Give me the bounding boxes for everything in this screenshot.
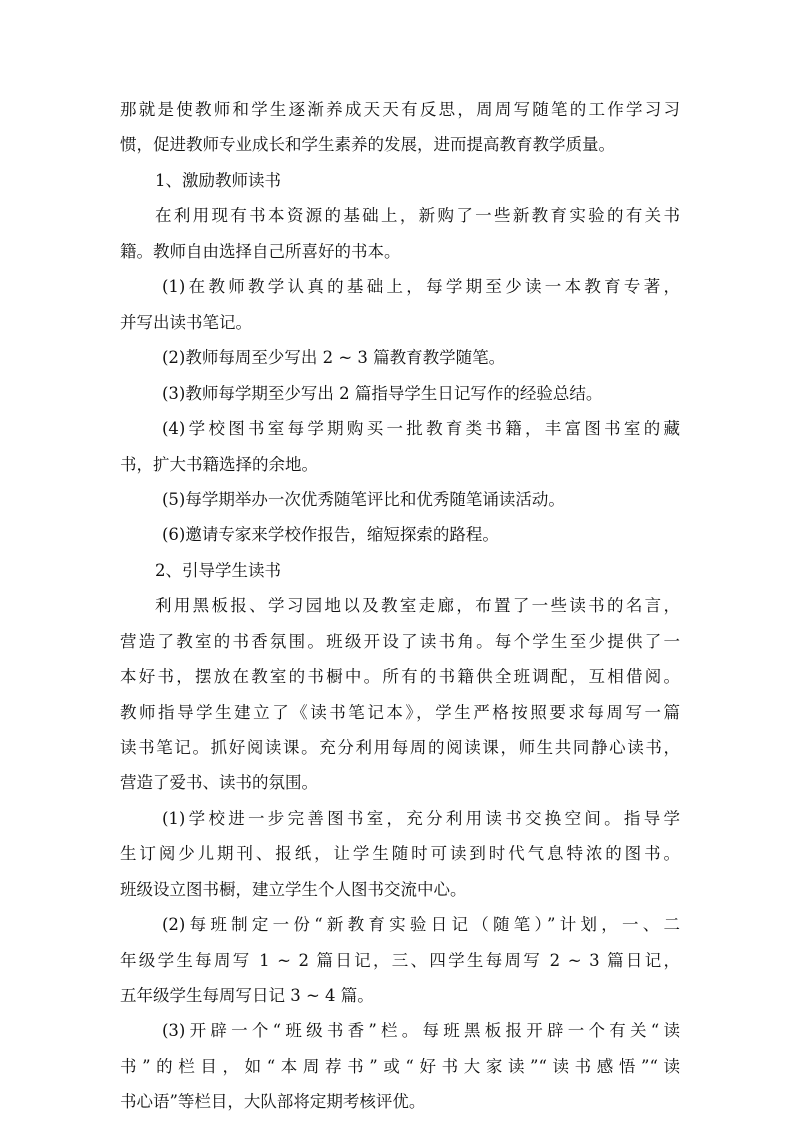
list-item: (3)开辟一个“班级书香”栏。每班黑板报开辟一个有关“读	[162, 1021, 680, 1040]
list-item: 五年级学生每周写日记 3 ~ 4 篇。	[120, 986, 374, 1005]
list-item: 年级学生每周写 1 ~ 2 篇日记，三、四学生每周写 2 ~ 3 篇日记，	[120, 951, 680, 970]
list-item: (4)学校图书室每学期购买一批教育类书籍，丰富图书室的藏	[162, 419, 680, 438]
list-item: (1)学校进一步完善图书室，充分利用读书交换空间。指导学	[162, 809, 680, 828]
list-item: (6)邀请专家来学校作报告，缩短探索的路程。	[162, 525, 499, 544]
section-heading: 1、激励教师读书	[155, 171, 281, 190]
paragraph-line: 在利用现有书本资源的基础上，新购了一些新教育实验的有关书	[155, 206, 680, 225]
list-item: 生订阅少儿期刊、报纸，让学生随时可读到时代气息特浓的图书。	[120, 844, 680, 863]
paragraph-line: 营造了爱书、读书的氛围。	[120, 773, 318, 792]
paragraph-line: 读书笔记。抓好阅读课。充分利用每周的阅读课，师生共同静心读书，	[120, 738, 680, 757]
section-heading: 2、引导学生读书	[155, 561, 281, 580]
list-item: (5)每学期举办一次优秀随笔评比和优秀随笔诵读活动。	[162, 490, 565, 509]
paragraph-line: 那就是使教师和学生逐渐养成天天有反思，周周写随笔的工作学习习	[120, 100, 680, 119]
paragraph-line: 本好书，摆放在教室的书橱中。所有的书籍供全班调配，互相借阅。	[120, 667, 680, 686]
paragraph-line: 教师指导学生建立了《读书笔记本》，学生严格按照要求每周写一篇	[120, 703, 680, 722]
paragraph-line: 营造了教室的书香氛围。班级开设了读书角。每个学生至少提供了一	[120, 632, 680, 651]
paragraph-line: 惯，促进教师专业成长和学生素养的发展，进而提高教育教学质量。	[120, 135, 615, 154]
list-item: (2)每班制定一份“新教育实验日记（随笔）”计划，一、二	[162, 915, 680, 934]
list-item: 书，扩大书籍选择的余地。	[120, 455, 318, 474]
list-item: (2)教师每周至少写出 2 ~ 3 篇教育教学随笔。	[162, 348, 506, 367]
list-item: 书”的栏目，如“本周荐书”或“好书大家读”“读书感悟”“读	[120, 1057, 680, 1076]
list-item: 班级设立图书橱，建立学生个人图书交流中心。	[120, 880, 467, 899]
paragraph-line: 籍。教师自由选择自己所喜好的书本。	[120, 242, 401, 261]
list-item: (1)在教师教学认真的基础上，每学期至少读一本教育专著，	[162, 277, 680, 296]
list-item: 并写出读书笔记。	[120, 313, 252, 332]
list-item: (3)教师每学期至少写出 2 篇指导学生日记写作的经验总结。	[162, 384, 603, 403]
paragraph-line: 利用黑板报、学习园地以及教室走廊，布置了一些读书的名言，	[155, 596, 680, 615]
list-item: 书心语”等栏目，大队部将定期考核评优。	[120, 1092, 426, 1111]
